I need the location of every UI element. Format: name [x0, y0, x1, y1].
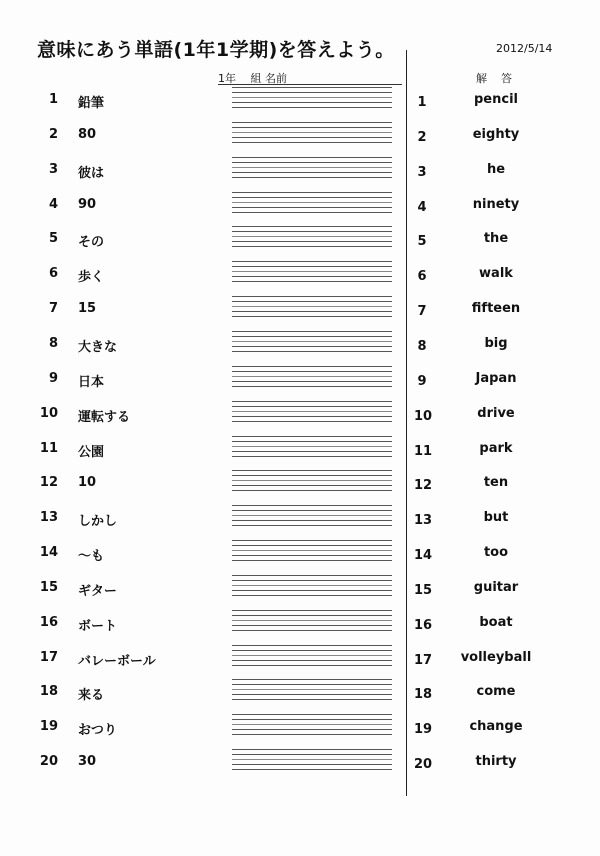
- answer-text: big: [484, 335, 508, 351]
- answer-number: 12: [414, 478, 433, 494]
- answer-number: 7: [417, 304, 427, 320]
- column-divider: [406, 50, 407, 796]
- answer-number: 15: [414, 582, 433, 598]
- answer-number: 20: [414, 757, 433, 773]
- question-number: 15: [39, 579, 58, 595]
- question-text: おつり: [78, 723, 117, 739]
- answer-writing-lines[interactable]: [232, 575, 392, 600]
- answer-text: fifteen: [471, 301, 521, 317]
- answer-number: 13: [414, 513, 433, 529]
- answer-number: 19: [414, 722, 433, 738]
- answer-number: 9: [417, 373, 427, 389]
- question-text: 鉛筆: [78, 96, 105, 111]
- answer-text: guitar: [473, 579, 519, 595]
- question-number: 12: [39, 475, 58, 491]
- answer-text: walk: [479, 266, 513, 282]
- answer-writing-lines[interactable]: [232, 749, 392, 774]
- question-number: 11: [39, 440, 58, 456]
- answer-text: come: [476, 684, 516, 700]
- answer-header: 解答: [476, 72, 526, 85]
- answer-writing-lines[interactable]: [232, 645, 392, 670]
- answer-writing-lines[interactable]: [232, 331, 392, 356]
- answer-writing-lines[interactable]: [232, 122, 392, 147]
- question-number: 1: [48, 92, 58, 107]
- question-text: 日本: [78, 374, 105, 390]
- question-text: その: [78, 235, 105, 251]
- worksheet-date: 2012/5/14: [496, 42, 553, 55]
- question-number: 19: [39, 719, 58, 735]
- question-text: 〜も: [78, 549, 105, 565]
- question-number: 13: [39, 510, 58, 526]
- answer-writing-lines[interactable]: [232, 296, 392, 321]
- answer-writing-lines[interactable]: [232, 192, 392, 217]
- answer-writing-lines[interactable]: [232, 226, 392, 251]
- answer-number: 6: [417, 269, 427, 285]
- answer-text: thirty: [475, 754, 517, 770]
- answer-number: 2: [417, 129, 427, 145]
- question-text: ボート: [78, 618, 118, 634]
- question-text: 80: [78, 126, 97, 142]
- question-text: 大きな: [78, 339, 118, 355]
- question-text: 30: [78, 754, 97, 770]
- question-number: 16: [39, 614, 58, 630]
- answer-text: too: [483, 545, 509, 561]
- answer-text: boat: [479, 614, 513, 630]
- question-number: 3: [48, 161, 58, 177]
- answer-writing-lines[interactable]: [232, 366, 392, 391]
- answer-number: 11: [414, 443, 433, 459]
- question-number: 20: [39, 754, 58, 770]
- answer-text: park: [479, 440, 513, 456]
- answer-text: volleyball: [460, 649, 532, 665]
- question-text: 15: [78, 301, 97, 317]
- answer-writing-lines[interactable]: [232, 610, 392, 635]
- question-text: 10: [78, 475, 97, 491]
- question-number: 4: [48, 196, 58, 212]
- question-number: 14: [39, 545, 58, 561]
- answer-text: eighty: [472, 126, 520, 142]
- answer-number: 16: [414, 617, 433, 633]
- student-name-label: 1年 組 名前: [218, 72, 287, 85]
- question-number: 17: [39, 649, 58, 665]
- question-text: 歩く: [78, 270, 105, 286]
- answer-writing-lines[interactable]: [232, 679, 392, 704]
- answer-number: 4: [417, 199, 427, 215]
- question-text: ギター: [78, 583, 117, 599]
- question-text: 90: [78, 196, 97, 212]
- answer-number: 1: [417, 95, 427, 110]
- answer-number: 18: [414, 687, 433, 703]
- answer-text: ninety: [472, 196, 520, 212]
- question-text: バレーボール: [78, 653, 156, 669]
- answer-writing-lines[interactable]: [232, 505, 392, 530]
- question-number: 2: [48, 126, 58, 142]
- answer-text: but: [483, 510, 509, 526]
- answer-writing-lines[interactable]: [232, 714, 392, 739]
- question-number: 10: [39, 405, 58, 421]
- question-number: 6: [48, 266, 58, 282]
- answer-text: Japan: [475, 370, 517, 386]
- answer-text: drive: [477, 405, 515, 421]
- answer-number: 14: [414, 548, 433, 564]
- question-text: 運転する: [78, 409, 131, 425]
- answer-writing-lines[interactable]: [232, 401, 392, 426]
- question-number: 5: [48, 231, 58, 247]
- answer-text: the: [483, 231, 509, 247]
- answer-number: 3: [417, 164, 427, 180]
- answer-writing-lines[interactable]: [232, 540, 392, 565]
- question-number: 9: [48, 370, 58, 386]
- answer-writing-lines[interactable]: [232, 87, 392, 112]
- worksheet-title: 意味にあう単語(1年1学期)を答えよう。: [37, 39, 395, 61]
- answer-number: 5: [417, 234, 427, 250]
- answer-number: 8: [417, 338, 427, 354]
- answer-number: 17: [414, 652, 433, 668]
- answer-writing-lines[interactable]: [232, 261, 392, 286]
- answer-writing-lines[interactable]: [232, 470, 392, 495]
- answer-writing-lines[interactable]: [232, 157, 392, 182]
- answer-text: ten: [483, 475, 509, 491]
- question-text: しかし: [78, 514, 118, 530]
- question-number: 8: [48, 335, 58, 351]
- question-number: 18: [39, 684, 58, 700]
- question-text: 来る: [78, 688, 105, 704]
- question-text: 公園: [78, 444, 105, 460]
- answer-text: change: [469, 719, 523, 735]
- answer-text: pencil: [474, 92, 518, 107]
- answer-writing-lines[interactable]: [232, 436, 392, 461]
- answer-text: he: [486, 161, 506, 177]
- question-text: 彼は: [78, 165, 105, 181]
- answer-number: 10: [414, 408, 433, 424]
- name-field-line: [218, 84, 402, 85]
- question-number: 7: [48, 301, 58, 317]
